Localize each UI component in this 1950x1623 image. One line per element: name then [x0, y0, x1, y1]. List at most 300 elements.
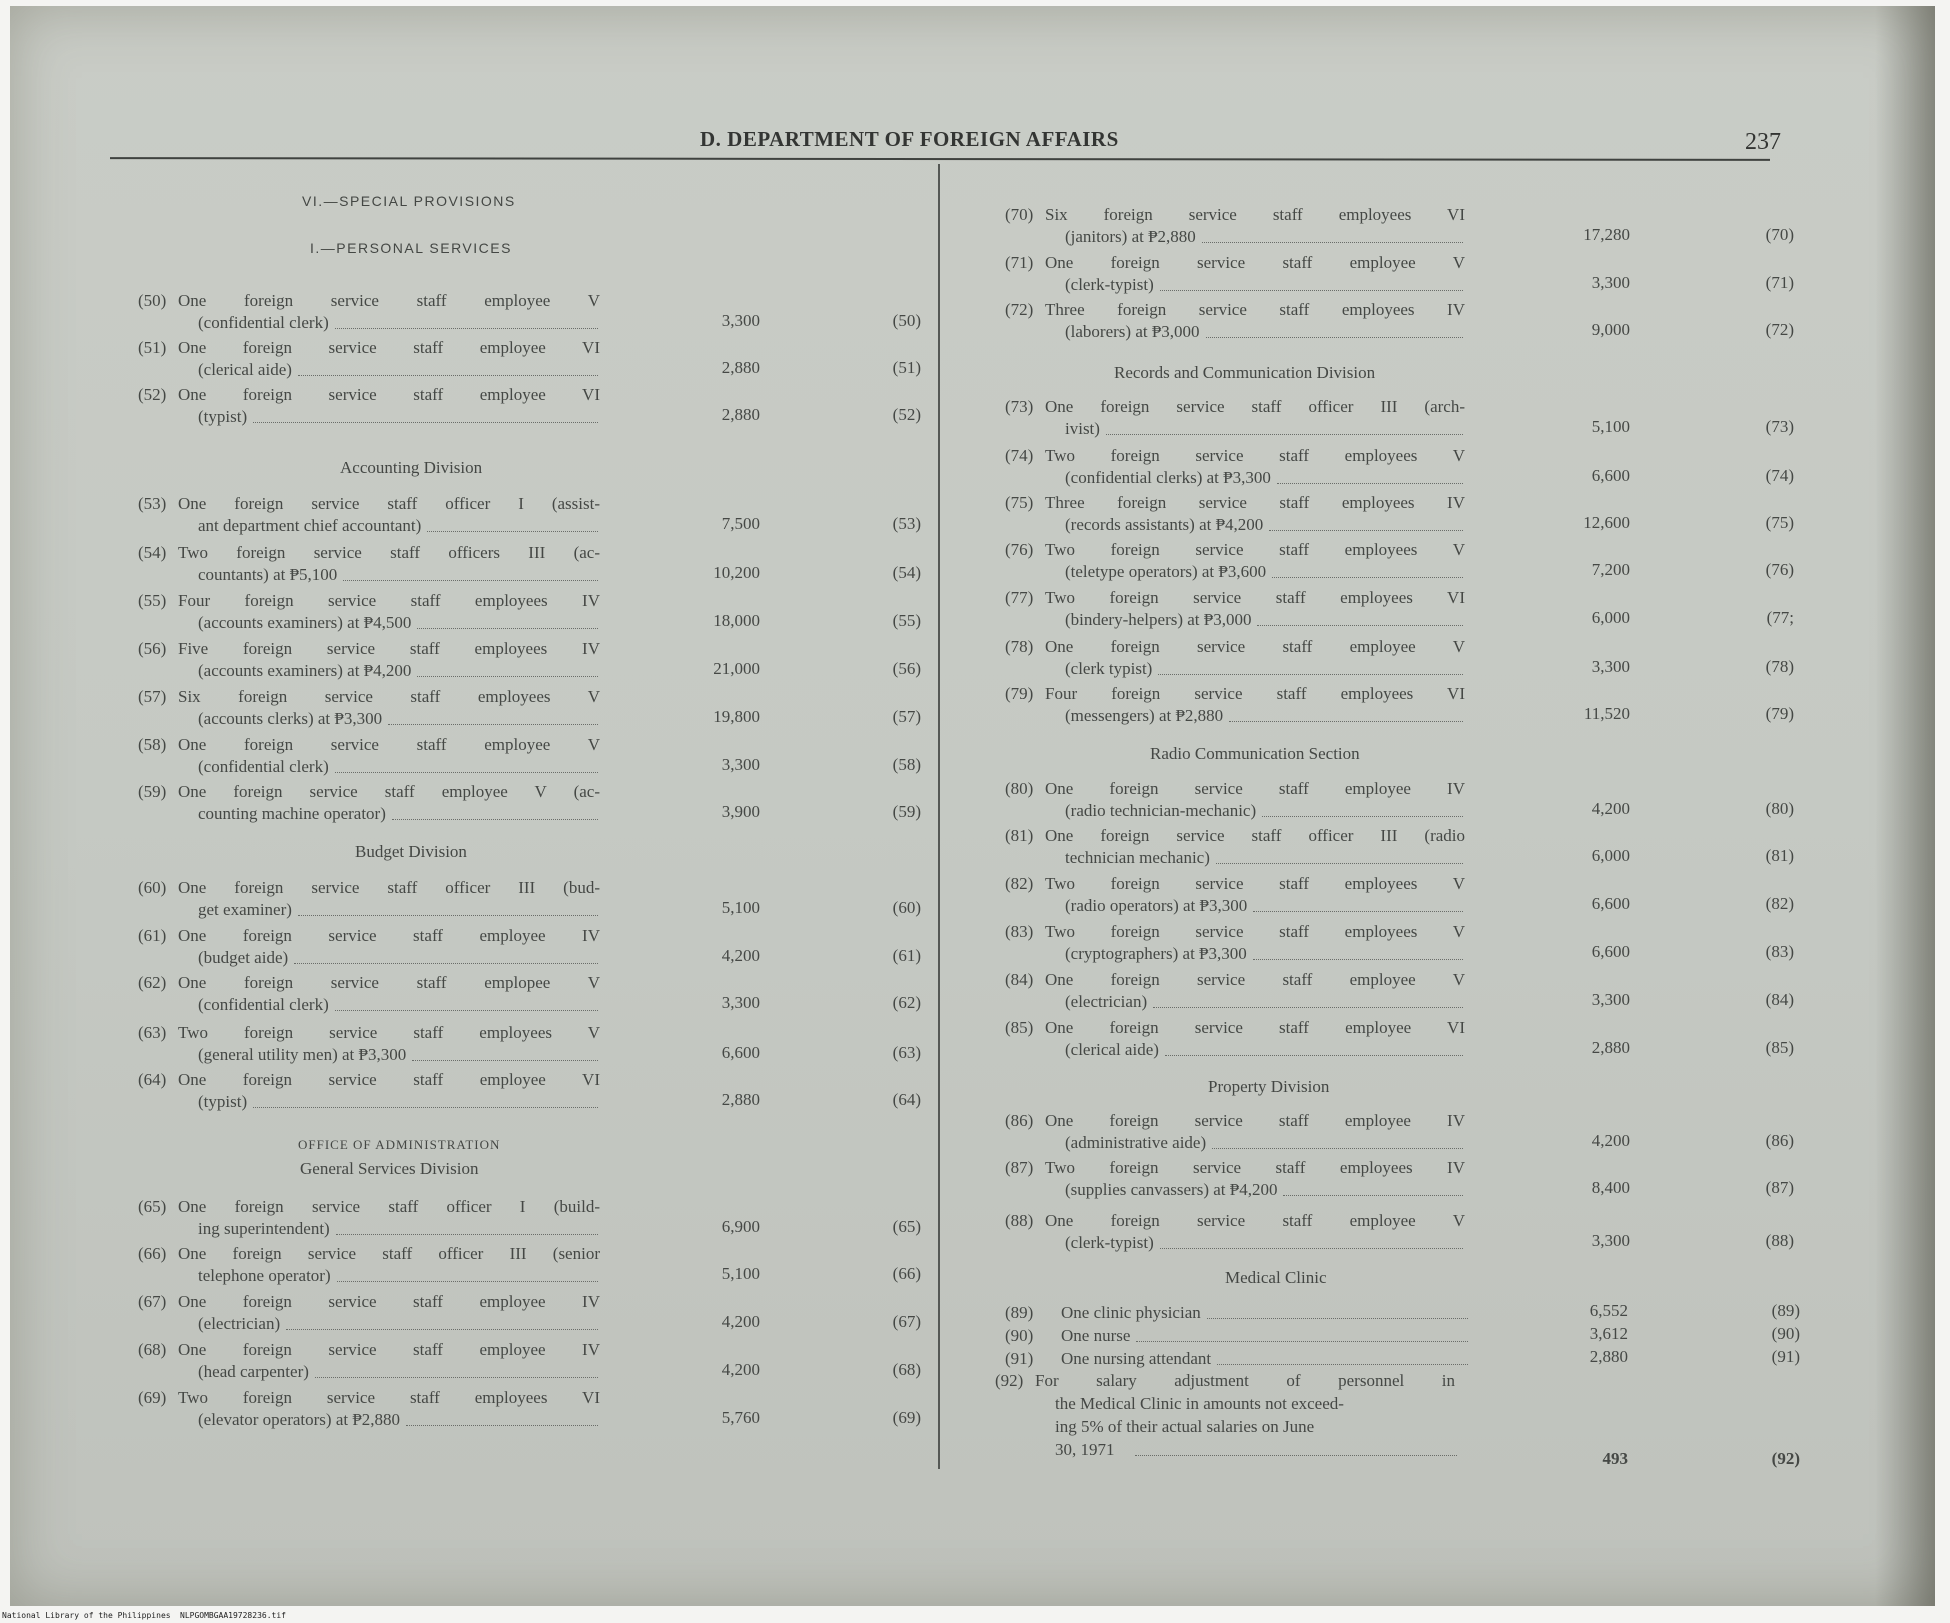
item-description-line1: Two foreign service staff employees V	[1045, 446, 1465, 465]
budget-division-heading: Budget Division	[355, 842, 467, 861]
dot-leader	[337, 1281, 598, 1282]
dot-leader	[1253, 959, 1463, 960]
item-reference: (89)	[1771, 1301, 1800, 1320]
item-description-line2: (bindery-helpers) at ₱3,000	[1065, 610, 1252, 629]
dot-leader	[294, 963, 598, 964]
item-amount: 3,300	[721, 993, 760, 1012]
line-item	[995, 1369, 1470, 1469]
item-amount: 5,760	[721, 1408, 760, 1427]
line-item	[138, 971, 600, 1017]
library-credit: National Library of the Philippines	[2, 1611, 171, 1620]
item-number: (50)	[138, 291, 167, 310]
item-amount: 6,000	[1591, 846, 1630, 865]
item-reference: (77;	[1766, 608, 1794, 627]
item-amount: 7,500	[721, 514, 760, 533]
item-description-line2: (head carpenter)	[198, 1362, 309, 1381]
item-description-line2: (confidential clerk)	[198, 313, 329, 332]
item-number: (64)	[138, 1070, 167, 1089]
column-divider	[938, 164, 940, 1469]
item-amount: 3,300	[721, 311, 760, 330]
dot-leader	[417, 676, 598, 677]
item-description-line1: One foreign service staff employee V	[1045, 1211, 1465, 1230]
item-amount: 17,280	[1583, 225, 1630, 244]
item-number: (58)	[138, 735, 167, 754]
item-amount: 3,300	[1591, 657, 1630, 676]
item-description-line2: (clerical aide)	[1065, 1040, 1159, 1059]
line-item	[138, 541, 600, 587]
item-description: One clinic physician	[1061, 1303, 1201, 1322]
medical-clinic-heading: Medical Clinic	[1225, 1268, 1327, 1287]
dot-leader	[1158, 674, 1463, 675]
item-description-line2: (cryptographers) at ₱3,300	[1065, 944, 1247, 963]
item-amount: 3,612	[1589, 1324, 1628, 1343]
line-item	[138, 589, 600, 635]
item-number: (51)	[138, 338, 167, 357]
item-amount: 7,200	[1591, 560, 1630, 579]
item-number: (91)	[1005, 1349, 1034, 1368]
item-description-line3: ing 5% of their actual salaries on June	[1055, 1417, 1315, 1436]
header-rule	[110, 157, 1770, 161]
line-item	[138, 637, 600, 683]
item-amount: 11,520	[1583, 704, 1630, 723]
item-reference: (60)	[892, 898, 921, 917]
item-description-line1: One foreign service staff employee IV	[178, 926, 600, 945]
line-item	[138, 1195, 600, 1241]
item-reference: (86)	[1765, 1131, 1794, 1150]
item-reference: (84)	[1765, 990, 1794, 1009]
item-description-line1: One foreign service staff employee V	[178, 735, 600, 754]
item-number: (57)	[138, 687, 167, 706]
item-reference: (65)	[892, 1217, 921, 1236]
line-item	[1005, 1324, 1470, 1347]
line-item	[1005, 491, 1465, 537]
line-item	[1005, 395, 1465, 441]
item-reference: (59)	[892, 802, 921, 821]
item-number: (55)	[138, 591, 167, 610]
item-number: (87)	[1005, 1158, 1034, 1177]
radio-communication-heading: Radio Communication Section	[1150, 744, 1360, 763]
item-description-line2: (budget aide)	[198, 948, 289, 967]
item-description-line2: (elevator operators) at ₱2,880	[198, 1410, 401, 1429]
item-amount: 6,600	[1591, 942, 1630, 961]
item-description-line2: (confidential clerks) at ₱3,300	[1065, 468, 1271, 487]
item-number: (69)	[138, 1388, 167, 1407]
item-reference: (72)	[1765, 320, 1794, 339]
line-item	[1005, 444, 1465, 490]
item-reference: (83)	[1765, 942, 1794, 961]
item-reference: (58)	[892, 755, 921, 774]
line-item	[1005, 1016, 1465, 1062]
item-number: (73)	[1005, 397, 1034, 416]
item-description-line2: (electrician)	[1065, 992, 1148, 1011]
item-description-line1: One foreign service staff employee IV	[1045, 779, 1465, 798]
item-description-line2: (janitors) at ₱2,880	[1065, 227, 1196, 246]
item-description-line2: (laborers) at ₱3,000	[1065, 322, 1200, 341]
item-description-line2: (electrician)	[198, 1314, 281, 1333]
dot-leader	[1272, 577, 1463, 578]
line-item	[138, 492, 600, 538]
dot-leader	[1160, 1248, 1463, 1249]
item-reference: (50)	[892, 311, 921, 330]
item-description-line1: One foreign service staff officer III (arch-	[1045, 397, 1465, 416]
item-description-line2: telephone operator)	[198, 1266, 331, 1285]
item-reference: (90)	[1771, 1324, 1800, 1343]
item-amount: 3,300	[1591, 273, 1630, 292]
item-number: (72)	[1005, 300, 1034, 319]
dot-leader	[1165, 1055, 1463, 1056]
item-amount: 4,200	[1591, 1131, 1630, 1150]
item-description-line4: 30, 1971	[1055, 1440, 1115, 1459]
item-number: (92)	[995, 1371, 1024, 1390]
dot-leader	[253, 1107, 598, 1108]
item-description-line1: One foreign service staff officer III (radio	[1045, 826, 1465, 845]
item-number: (77)	[1005, 588, 1034, 607]
item-amount: 19,800	[713, 707, 760, 726]
item-amount: 4,200	[721, 1360, 760, 1379]
item-amount: 4,200	[1591, 799, 1630, 818]
line-item	[1005, 1301, 1470, 1324]
item-description-line1: One foreign service staff officer III (bud-	[178, 878, 600, 897]
line-item	[138, 1242, 600, 1288]
dot-leader	[315, 1377, 598, 1378]
item-reference: (53)	[892, 514, 921, 533]
item-description-line2: (clerk typist)	[1065, 659, 1153, 678]
item-number: (75)	[1005, 493, 1034, 512]
line-item	[1005, 777, 1465, 823]
item-description-line1: For salary adjustment of personnel in	[1035, 1371, 1455, 1390]
item-number: (71)	[1005, 253, 1034, 272]
item-description-line1: Three foreign service staff employees IV	[1045, 493, 1465, 512]
item-number: (84)	[1005, 970, 1034, 989]
item-description-line1: Two foreign service staff officers III (ac-	[178, 543, 600, 562]
item-reference: (85)	[1765, 1038, 1794, 1057]
item-amount: 2,880	[721, 358, 760, 377]
item-number: (78)	[1005, 637, 1034, 656]
item-description-line2: (accounts examiners) at ₱4,500	[198, 613, 412, 632]
dot-leader	[1136, 1341, 1468, 1342]
item-description-line2: (radio operators) at ₱3,300	[1065, 896, 1248, 915]
item-reference: (68)	[892, 1360, 921, 1379]
item-description: One nurse	[1061, 1326, 1131, 1345]
line-item	[138, 876, 600, 922]
general-services-division-heading: General Services Division	[300, 1159, 479, 1178]
item-number: (56)	[138, 639, 167, 658]
item-reference: (55)	[892, 611, 921, 630]
item-description-line1: One foreign service staff employee V	[1045, 253, 1465, 272]
dot-leader	[335, 328, 598, 329]
dot-leader	[343, 580, 598, 581]
item-description-line1: One foreign service staff officer I (assist-	[178, 494, 600, 513]
item-number: (80)	[1005, 779, 1034, 798]
item-description-line2: (general utility men) at ₱3,300	[198, 1045, 407, 1064]
dot-leader	[1262, 816, 1463, 817]
item-number: (62)	[138, 973, 167, 992]
personal-services-heading: I.—PERSONAL SERVICES	[310, 240, 512, 256]
dot-leader	[1202, 242, 1463, 243]
document-page	[10, 6, 1935, 1606]
item-description-line2: counting machine operator)	[198, 804, 386, 823]
item-description-line2: (clerk-typist)	[1065, 275, 1154, 294]
item-description-line1: One foreign service staff employee IV	[178, 1292, 600, 1311]
line-item	[138, 733, 600, 779]
dot-leader	[1253, 911, 1463, 912]
records-communication-heading: Records and Communication Division	[1114, 363, 1376, 382]
line-item	[1005, 968, 1465, 1014]
item-number: (54)	[138, 543, 167, 562]
property-division-heading: Property Division	[1208, 1077, 1330, 1096]
line-item	[138, 1068, 600, 1114]
item-reference: (51)	[892, 358, 921, 377]
item-reference: (75)	[1765, 513, 1794, 532]
dot-leader	[406, 1425, 598, 1426]
item-reference: (82)	[1765, 894, 1794, 913]
line-item	[1005, 635, 1465, 681]
item-number: (81)	[1005, 826, 1034, 845]
line-item	[138, 383, 600, 429]
item-description-line1: Six foreign service staff employees VI	[1045, 205, 1465, 224]
dot-leader	[1216, 863, 1463, 864]
item-number: (53)	[138, 494, 167, 513]
item-number: (63)	[138, 1023, 167, 1042]
item-reference: (78)	[1765, 657, 1794, 676]
office-of-administration-heading: OFFICE OF ADMINISTRATION	[298, 1137, 501, 1152]
item-amount: 3,300	[721, 755, 760, 774]
item-description-line2: countants) at ₱5,100	[198, 565, 338, 584]
item-reference: (76)	[1765, 560, 1794, 579]
item-amount: 3,900	[721, 802, 760, 821]
item-reference: (79)	[1765, 704, 1794, 723]
item-description-line1: One foreign service staff officer I (build-	[178, 1197, 600, 1216]
item-description-line2: (confidential clerk)	[198, 757, 329, 776]
item-description-line1: Five foreign service staff employees IV	[178, 639, 600, 658]
dot-leader	[427, 531, 598, 532]
item-number: (83)	[1005, 922, 1034, 941]
item-number: (88)	[1005, 1211, 1034, 1230]
dot-leader	[1229, 721, 1463, 722]
item-amount: 8,400	[1591, 1178, 1630, 1197]
page-title: D. DEPARTMENT OF FOREIGN AFFAIRS	[700, 127, 1119, 151]
dot-leader	[392, 819, 598, 820]
line-item	[138, 924, 600, 970]
item-description-line1: Two foreign service staff employees IV	[1045, 1158, 1465, 1177]
item-amount: 3,300	[1591, 990, 1630, 1009]
item-amount: 6,600	[1591, 466, 1630, 485]
item-reference: (71)	[1765, 273, 1794, 292]
item-amount: 18,000	[713, 611, 760, 630]
item-amount: 5,100	[1591, 417, 1630, 436]
item-description-line1: One foreign service staff employee V (ac-	[178, 782, 600, 801]
item-number: (65)	[138, 1197, 167, 1216]
item-number: (66)	[138, 1244, 167, 1263]
item-reference: (63)	[892, 1043, 921, 1062]
item-reference: (81)	[1765, 846, 1794, 865]
item-description-line2: (teletype operators) at ₱3,600	[1065, 562, 1267, 581]
line-item	[1005, 298, 1465, 344]
dot-leader	[1206, 337, 1463, 338]
line-item	[138, 1290, 600, 1336]
item-number: (85)	[1005, 1018, 1034, 1037]
dot-leader	[1207, 1318, 1468, 1319]
item-description-line1: Two foreign service staff employees VI	[1045, 588, 1465, 607]
item-amount: 9,000	[1591, 320, 1630, 339]
item-amount: 10,200	[713, 563, 760, 582]
item-description-line1: One foreign service staff employee VI	[178, 1070, 600, 1089]
dot-leader	[1106, 434, 1463, 435]
line-item	[138, 685, 600, 731]
item-description-line2: (accounts examiners) at ₱4,200	[198, 661, 412, 680]
dot-leader	[1135, 1455, 1457, 1456]
item-description-line2: get examiner)	[198, 900, 292, 919]
item-reference: (62)	[892, 993, 921, 1012]
line-item	[1005, 586, 1465, 632]
dot-leader	[417, 628, 598, 629]
item-description-line1: Six foreign service staff employees V	[178, 687, 600, 706]
line-item	[1005, 251, 1465, 297]
special-provisions-heading: VI.—SPECIAL PROVISIONS	[302, 193, 516, 209]
item-amount: 2,880	[721, 405, 760, 424]
item-description-line1: Two foreign service staff employees V	[178, 1023, 600, 1042]
dot-leader	[388, 724, 598, 725]
dot-leader	[1283, 1195, 1463, 1196]
dot-leader	[1160, 290, 1463, 291]
item-description-line2: ant department chief accountant)	[198, 516, 422, 535]
item-description-line1: Two foreign service staff employees V	[1045, 540, 1465, 559]
accounting-division-heading: Accounting Division	[340, 458, 483, 477]
item-number: (68)	[138, 1340, 167, 1359]
item-number: (76)	[1005, 540, 1034, 559]
item-description-line2: (accounts clerks) at ₱3,300	[198, 709, 383, 728]
item-reference: (64)	[892, 1090, 921, 1109]
item-description-line1: Two foreign service staff employees V	[1045, 922, 1465, 941]
item-number: (59)	[138, 782, 167, 801]
item-description-line1: One foreign service staff employee V	[1045, 970, 1465, 989]
item-description-line2: the Medical Clinic in amounts not exceed-	[1055, 1394, 1344, 1413]
item-description-line1: One foreign service staff officer III (senior	[178, 1244, 600, 1263]
line-item	[138, 1386, 600, 1432]
item-amount: 6,000	[1591, 608, 1630, 627]
item-reference: (87)	[1765, 1178, 1794, 1197]
item-description-line2: (typist)	[198, 407, 248, 426]
dot-leader	[1277, 483, 1463, 484]
item-number: (67)	[138, 1292, 167, 1311]
dot-leader	[335, 1010, 598, 1011]
item-description-line2: (clerical aide)	[198, 360, 292, 379]
dot-leader	[1153, 1007, 1463, 1008]
item-reference: (70)	[1765, 225, 1794, 244]
item-number: (79)	[1005, 684, 1034, 703]
line-item	[1005, 203, 1465, 249]
item-amount: 2,880	[721, 1090, 760, 1109]
line-item	[1005, 682, 1465, 728]
item-number: (82)	[1005, 874, 1034, 893]
item-number: (60)	[138, 878, 167, 897]
item-description-line1: Four foreign service staff employees IV	[178, 591, 600, 610]
item-amount: 6,552	[1589, 1301, 1628, 1320]
item-description-line1: Four foreign service staff employees VI	[1045, 684, 1465, 703]
item-reference: (80)	[1765, 799, 1794, 818]
item-description-line2: (administrative aide)	[1065, 1133, 1207, 1152]
item-description-line1: One foreign service staff employee V	[178, 291, 600, 310]
item-description-line2: (clerk-typist)	[1065, 1233, 1154, 1252]
item-amount: 493	[1602, 1449, 1628, 1468]
item-description: One nursing attendant	[1061, 1349, 1212, 1368]
dot-leader	[298, 375, 598, 376]
item-number: (70)	[1005, 205, 1034, 224]
item-amount: 6,600	[721, 1043, 760, 1062]
item-description-line2: technician mechanic)	[1065, 848, 1210, 867]
item-number: (86)	[1005, 1111, 1034, 1130]
item-amount: 4,200	[721, 946, 760, 965]
item-description-line2: (radio technician-mechanic)	[1065, 801, 1257, 820]
line-item	[1005, 920, 1465, 966]
item-number: (52)	[138, 385, 167, 404]
line-item	[1005, 824, 1465, 870]
item-description-line1: One foreign service staff employee IV	[178, 1340, 600, 1359]
item-amount: 2,880	[1591, 1038, 1630, 1057]
item-description-line1: One foreign service staff employee VI	[178, 338, 600, 357]
item-amount: 21,000	[713, 659, 760, 678]
item-description-line1: One foreign service staff employee VI	[1045, 1018, 1465, 1037]
dot-leader	[336, 1234, 598, 1235]
dot-leader	[298, 915, 598, 916]
item-amount: 3,300	[1591, 1231, 1630, 1250]
page-number: 237	[1745, 129, 1781, 155]
item-reference: (52)	[892, 405, 921, 424]
dot-leader	[412, 1060, 598, 1061]
line-item	[1005, 1156, 1465, 1202]
line-item	[1005, 872, 1465, 918]
dot-leader	[1257, 625, 1463, 626]
item-description-line1: One foreign service staff emplopee V	[178, 973, 600, 992]
item-description-line2: (typist)	[198, 1092, 248, 1111]
item-description-line1: One foreign service staff employee VI	[178, 385, 600, 404]
item-number: (89)	[1005, 1303, 1034, 1322]
item-reference: (66)	[892, 1264, 921, 1283]
dot-leader	[1217, 1364, 1468, 1365]
item-number: (90)	[1005, 1326, 1034, 1345]
item-description-line2: (supplies canvassers) at ₱4,200	[1065, 1180, 1278, 1199]
line-item	[1005, 538, 1465, 584]
dot-leader	[1212, 1148, 1463, 1149]
item-amount: 5,100	[721, 1264, 760, 1283]
item-description-line1: Three foreign service staff employees IV	[1045, 300, 1465, 319]
item-number: (61)	[138, 926, 167, 945]
item-amount: 6,900	[721, 1217, 760, 1236]
line-item	[138, 289, 600, 335]
dot-leader	[253, 422, 598, 423]
item-amount: 6,600	[1591, 894, 1630, 913]
item-description-line2: (records assistants) at ₱4,200	[1065, 515, 1264, 534]
item-number: (74)	[1005, 446, 1034, 465]
item-description-line2: ivist)	[1065, 419, 1100, 438]
line-item	[138, 336, 600, 382]
line-item	[138, 1021, 600, 1067]
item-reference: (67)	[892, 1312, 921, 1331]
file-name: NLPGOMBGAA19728236.tif	[180, 1611, 286, 1620]
item-description-line2: (confidential clerk)	[198, 995, 329, 1014]
item-amount: 12,600	[1583, 513, 1630, 532]
dot-leader	[286, 1329, 598, 1330]
item-description-line1: Two foreign service staff employees V	[1045, 874, 1465, 893]
item-description-line2: ing superintendent)	[198, 1219, 330, 1238]
line-item	[1005, 1209, 1465, 1255]
line-item	[138, 780, 600, 826]
dot-leader	[335, 772, 598, 773]
item-amount: 5,100	[721, 898, 760, 917]
item-amount: 2,880	[1589, 1347, 1628, 1366]
item-description-line1: One foreign service staff employee V	[1045, 637, 1465, 656]
item-reference: (91)	[1771, 1347, 1800, 1366]
